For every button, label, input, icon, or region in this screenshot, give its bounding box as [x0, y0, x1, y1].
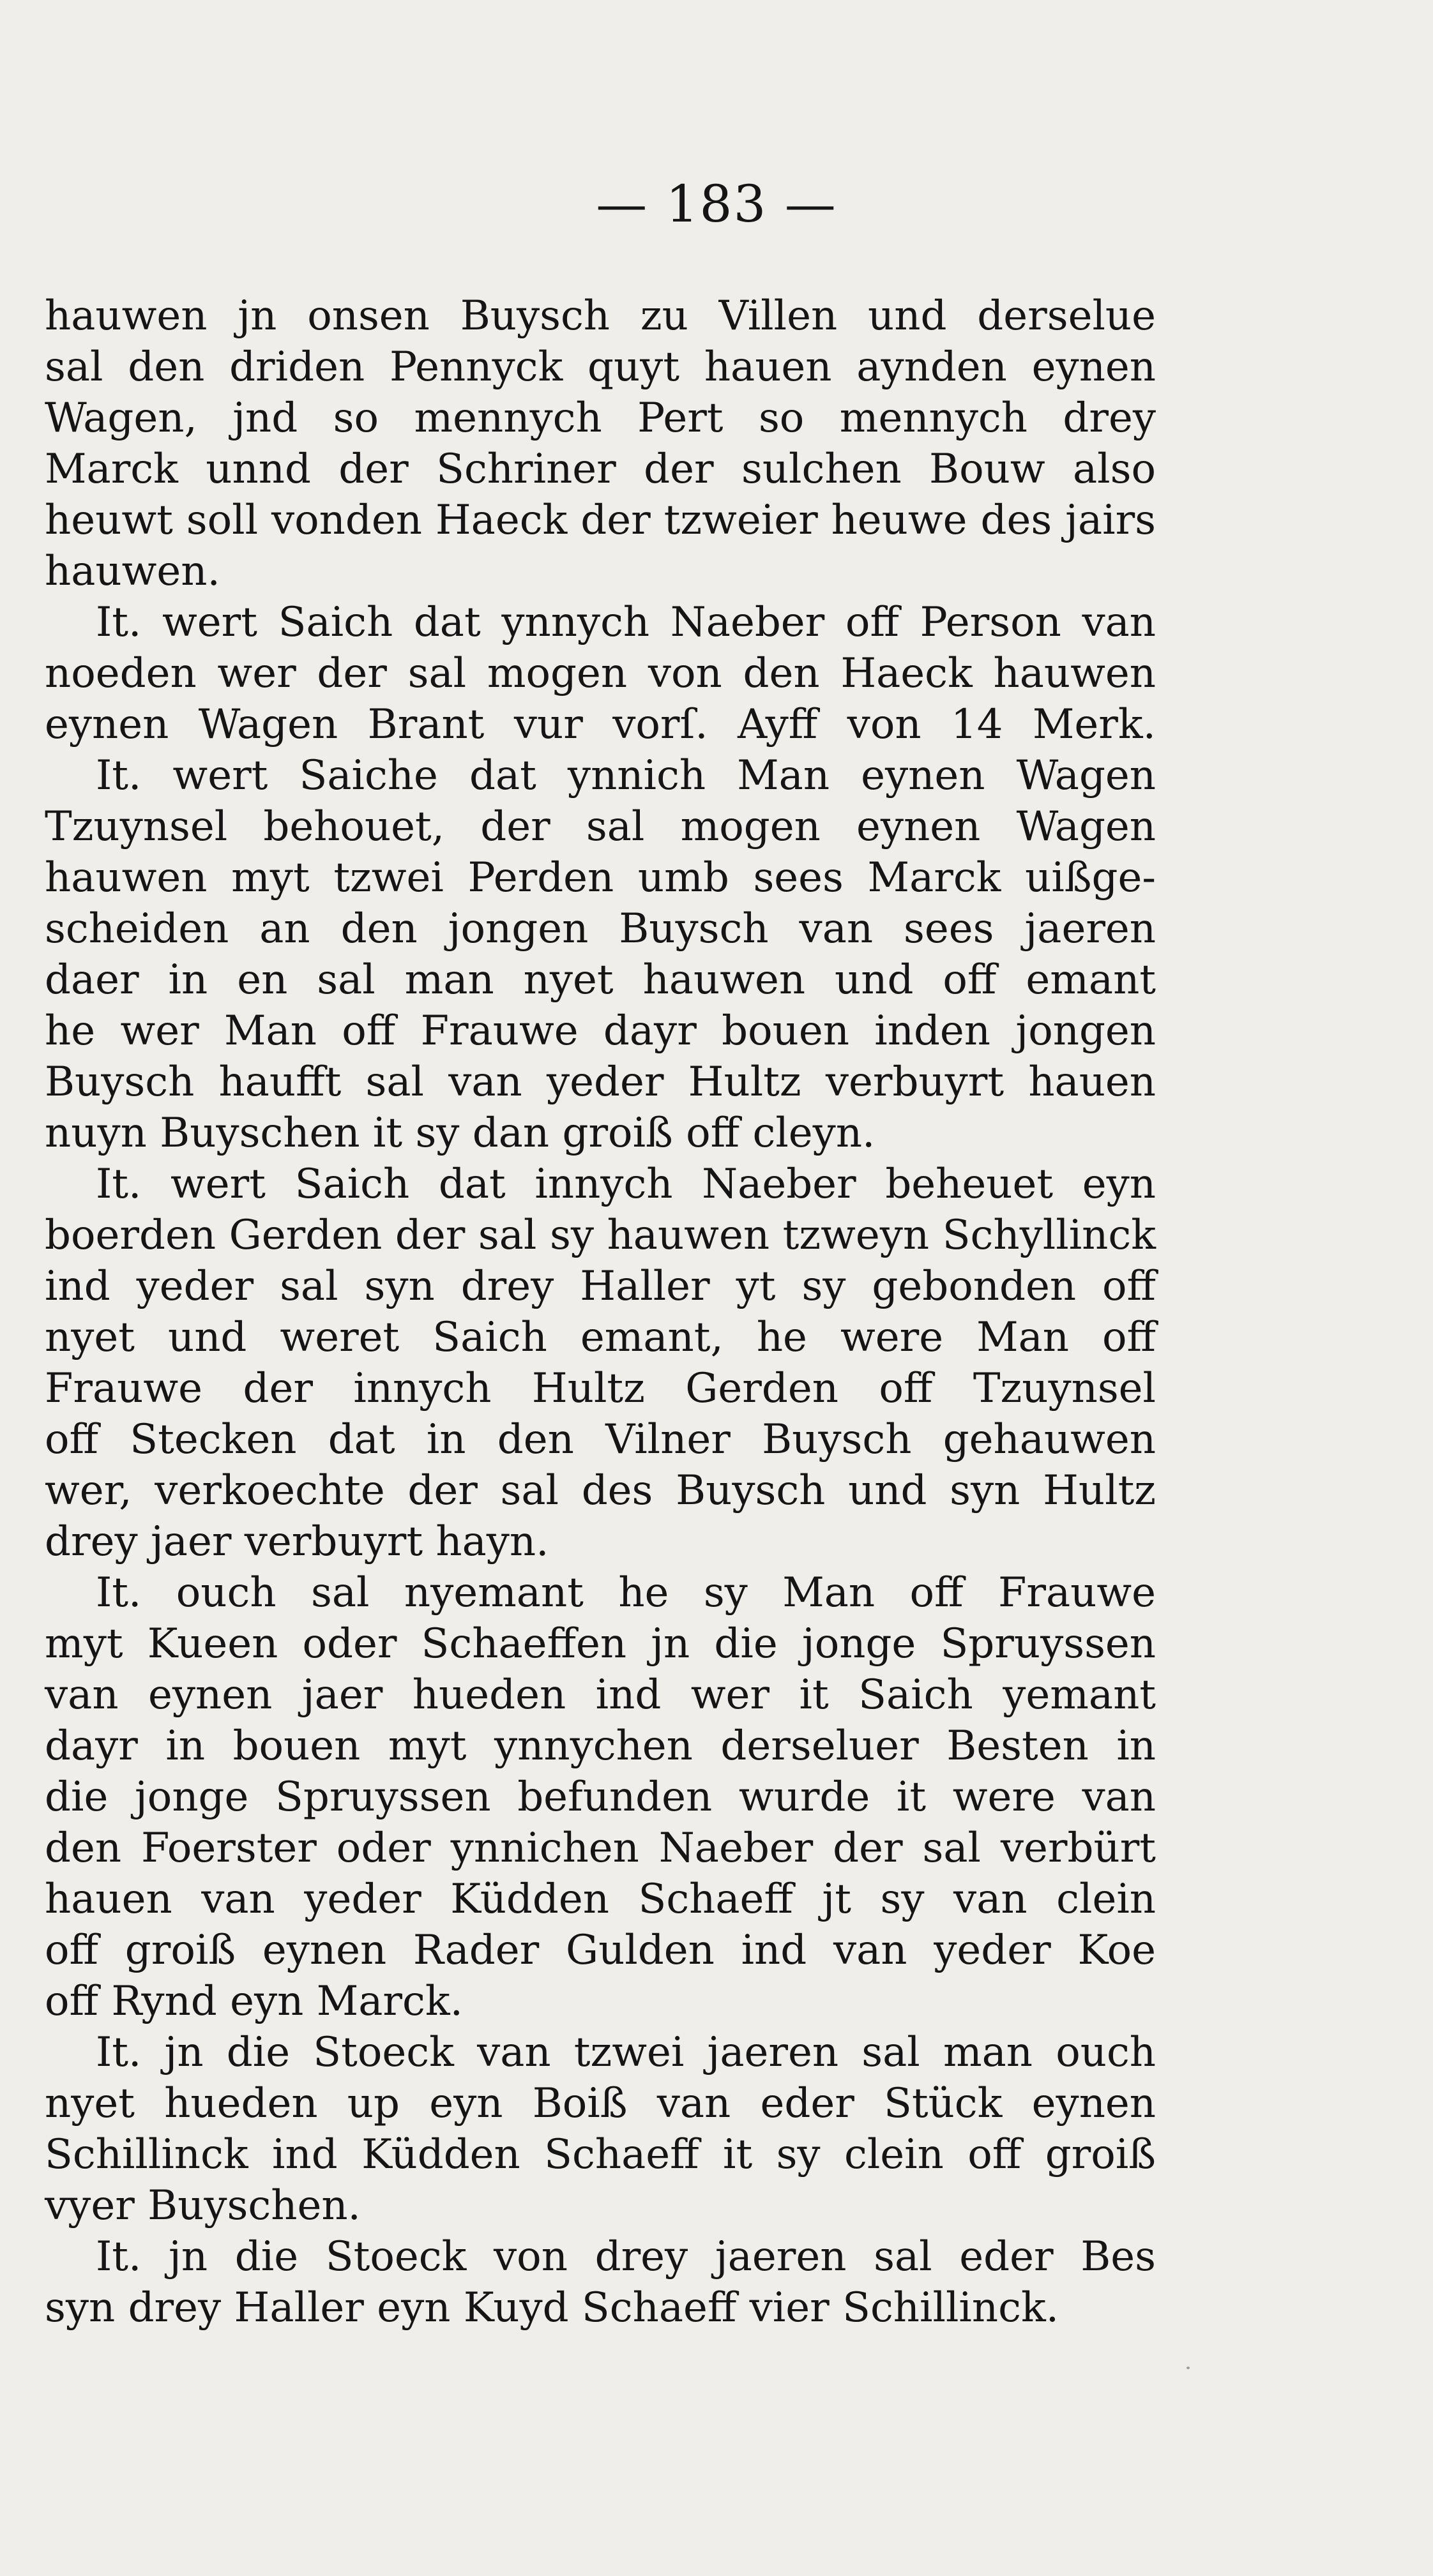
text-line: boerden Gerden der sal sy hauwen tzweyn Schyllinck [45, 1212, 1156, 1259]
text-line: vyer Buyschen. [45, 2182, 361, 2229]
paper-speck [1187, 2367, 1190, 2369]
text-line: It. wert Saiche dat ynnich Man eynen Wagen [96, 752, 1156, 799]
text-line: syn drey Haller eyn Kuyd Schaeff vier Schillinck. [45, 2284, 1059, 2331]
text-line: heuwt soll vonden Haeck der tzweier heuwe des jairs [45, 497, 1156, 544]
text-line: eynen Wagen Brant vur vorſ. Ayff von 14 Merk. [45, 701, 1156, 748]
text-line: Schillinck ind Küdden Schaeff it sy clein off groiß [45, 2131, 1156, 2178]
text-line: myt Kueen oder Schaeffen jn die jonge Spruyssen [45, 1620, 1156, 1668]
text-line: wer, verkoechte der sal des Buysch und syn Hultz [45, 1467, 1156, 1514]
text-line: It. jn die Stoeck von drey jaeren sal eder Bes [96, 2233, 1156, 2280]
text-line: den Foerster oder ynnichen Naeber der sal verbürt [45, 1825, 1156, 1872]
text-line: ind yeder sal syn drey Haller yt sy gebonden off [45, 1263, 1156, 1310]
text-line: daer in en sal man nyet hauwen und off emant [45, 956, 1156, 1004]
text-line: scheiden an den jongen Buysch van sees jaeren [45, 905, 1156, 953]
text-line: hauwen. [45, 548, 220, 595]
text-line: hauen van yeder Küdden Schaeff jt sy van clein [45, 1876, 1156, 1923]
text-line: hauwen jn onsen Buysch zu Villen und derselue [45, 292, 1156, 340]
text-line: It. jn die Stoeck van tzwei jaeren sal man ouch [96, 2029, 1156, 2076]
text-line: It. wert Saich dat innych Naeber beheuet eyn [96, 1161, 1156, 1208]
text-line: off Rynd eyn Marck. [45, 1978, 463, 2025]
text-line: noeden wer der sal mogen von den Haeck hauwen [45, 650, 1156, 697]
text-line: off groiß eynen Rader Gulden ind van yeder Koe [45, 1927, 1156, 1974]
text-line: Wagen, jnd so mennych Pert so mennych drey [45, 395, 1156, 442]
text-line: nyet und weret Saich emant, he were Man off [45, 1314, 1156, 1361]
text-line: van eynen jaer hueden ind wer it Saich yemant [45, 1671, 1156, 1719]
text-line: It. ouch sal nyemant he sy Man off Frauwe [96, 1569, 1156, 1616]
text-line: die jonge Spruyssen befunden wurde it were van [45, 1774, 1156, 1821]
text-line: dayr in bouen myt ynnychen derseluer Besten in [45, 1722, 1156, 1770]
text-line: Tzuynsel behouet, der sal mogen eynen Wagen [45, 803, 1156, 850]
text-line: Buysch haufft sal van yeder Hultz verbuyrt hauen [45, 1058, 1156, 1106]
text-line: It. wert Saich dat ynnych Naeber off Person van [96, 599, 1156, 646]
text-line: hauwen myt tzwei Perden umb sees Marck uißge- [45, 854, 1156, 901]
page-number: — 183 — [596, 174, 837, 234]
text-line: Marck unnd der Schriner der sulchen Bouw also [45, 446, 1156, 493]
text-line: he wer Man off Frauwe dayr bouen inden jongen [45, 1007, 1156, 1055]
text-line: nuyn Buyschen it sy dan groiß off cleyn. [45, 1110, 876, 1157]
text-line: nyet hueden up eyn Boiß van eder Stück eynen [45, 2080, 1156, 2127]
text-line: Frauwe der innych Hultz Gerden off Tzuynsel [45, 1365, 1156, 1412]
text-line: sal den driden Pennyck quyt hauen aynden eynen [45, 343, 1156, 391]
text-line: drey jaer verbuyrt hayn. [45, 1518, 549, 1565]
text-line: off Stecken dat in den Vilner Buysch gehauwen [45, 1416, 1156, 1463]
body-text [45, 290, 1156, 2333]
